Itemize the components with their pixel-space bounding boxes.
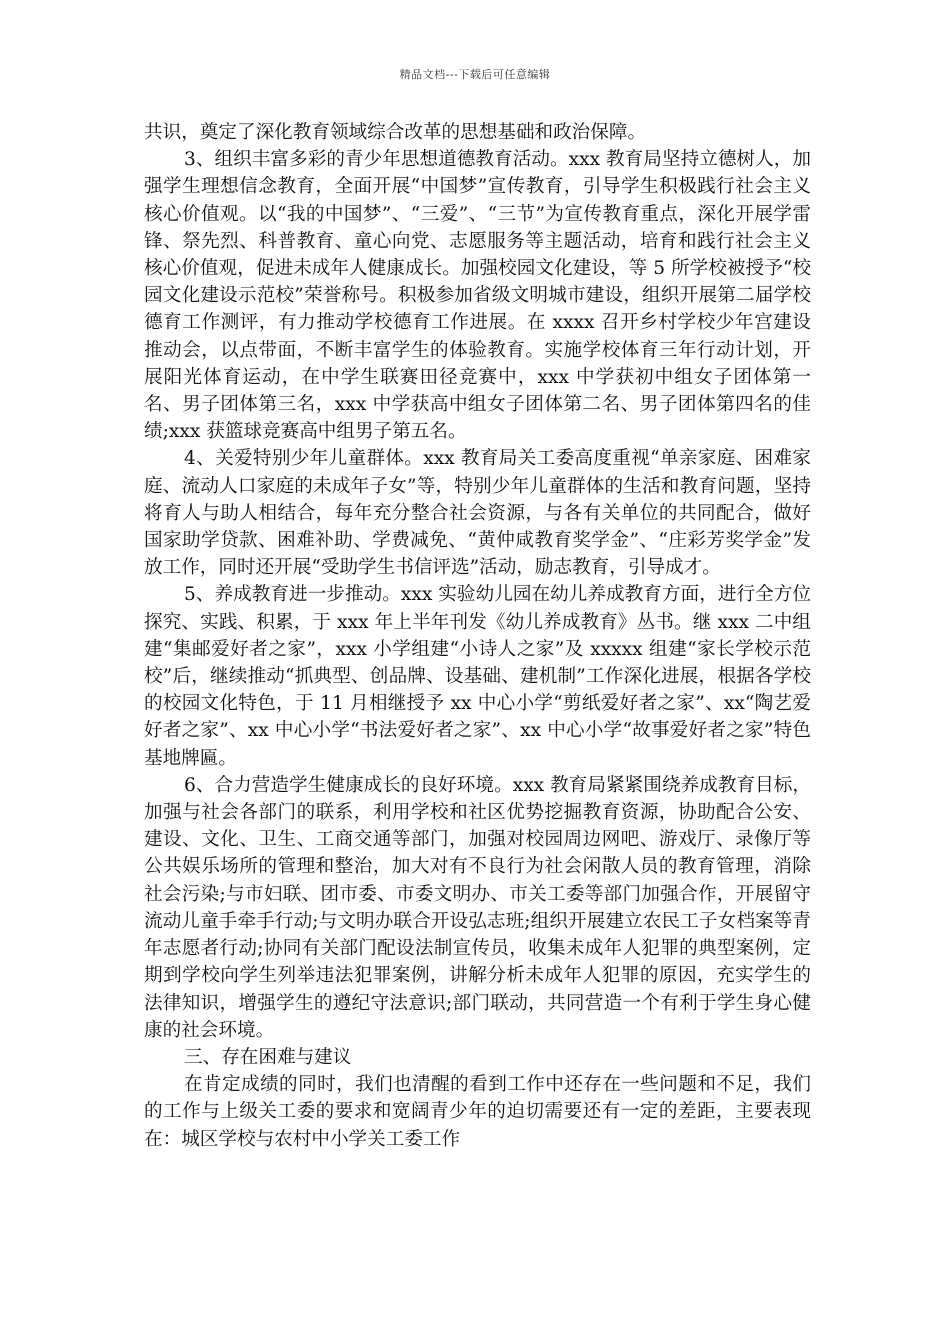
page-header: 精品文档---下载后可任意编辑 (399, 68, 551, 81)
paragraph-difficulties: 在肯定成绩的同时，我们也清醒的看到工作中还存在一些问题和不足，我们的工作与上级关工委的要求和宽阔青少年的迫切需要还有一定的差距，主要表现在：城区学校与农村中小学关工委工作 (144, 1074, 811, 1150)
document-body (144, 119, 811, 1153)
section-heading-difficulties: 三、存在困难与建议 (184, 1046, 352, 1068)
paragraph-intro-continuation: 共识，奠定了深化教育领域综合改革的思想基础和政治保障。 (144, 122, 647, 143)
paragraph-habit-education: 5、养成教育进一步推动。xxx 实验幼儿园在幼儿养成教育方面，进行全方位探究、实践、积累，于 xxx 年上半年刊发《幼儿养成教育》丛书。继 xxx 二中组建“集邮爱好者之家”，xxx 小学组建“小诗人之家”及 xxxxx 组建“家长学校示范校”后，继续推动“抓典型、创品牌、设基础、建机制”工作深化进展，根据各学校的校园文化特色，于 11 月相继授予 xx 中心小学“剪纸爱好者之家”、xx“陶艺爱好者之家”、xx 中心小学“书法爱好者之家”、xx 中心小学“故事爱好者之家”特色基地牌匾。 (144, 584, 811, 769)
paragraph-moral-education: 3、组织丰富多彩的青少年思想道德教育活动。xxx 教育局坚持立德树人，加强学生理想信念教育，全面开展“中国梦”宣传教育，引导学生积极践行社会主义核心价值观。以“我的中国梦”、“三爱”、“三节”为宣传教育重点，深化开展学雷锋、祭先烈、科普教育、童心向党、志愿服务等主题活动，培育和践行社会主义核心价值观，促进未成年人健康成长。加强校园文化建设，等 5 所学校被授予“校园文化建设示范校”荣誉称号。积极参加省级文明城市建设，组织开展第二届学校德育工作测评，有力推动学校德育工作进展。在 xxxx 召开乡村学校少年宫建设推动会，以点带面，不断丰富学生的体验教育。实施学校体育三年行动计划，开展阳光体育运动，在中学生联赛田径竞赛中，xxx 中学获初中组女子团体第一名、男子团体第三名，xxx 中学获高中组女子团体第二名、男子团体第四名的佳绩;xxx 获篮球竞赛高中组男子第五名。 (144, 149, 811, 443)
paragraph-healthy-environment: 6、合力营造学生健康成长的良好环境。xxx 教育局紧紧围绕养成教育目标，加强与社会各部门的联系，利用学校和社区优势挖掘教育资源，协助配合公安、建设、文化、卫生、工商交通等部门，加强对校园周边网吧、游戏厅、录像厅等公共娱乐场所的管理和整治，加大对有不良行为社会闲散人员的教育管理，消除社会污染;与市妇联、团市委、市委文明办、市关工委等部门加强合作，开展留守流动儿童手牵手行动;与文明办联合开设弘志班;组织开展建立农民工子女档案等青年志愿者行动;协同有关部门配设法制宣传员，收集未成年人犯罪的典型案例，定期到学校向学生列举违法犯罪案例，讲解分析未成年人犯罪的原因，充实学生的法律知识，增强学生的遵纪守法意识;部门联动，共同营造一个有利于学生身心健康的社会环境。 (144, 774, 811, 1041)
paragraph-special-children-care: 4、关爱特别少年儿童群体。xxx 教育局关工委高度重视“单亲家庭、困难家庭、流动人口家庭的未成年子女”等，特别少年儿童群体的生活和教育问题，坚持将育人与助人相结合，每年充分整合社会资源，与各有关单位的共同配合，做好国家助学贷款、困难补助、学费减免、“黄仲咸教育奖学金”、“庄彩芳奖学金”发放工作，同时还开展“受助学生书信评选”活动，励志教育，引导成才。 (144, 448, 811, 579)
